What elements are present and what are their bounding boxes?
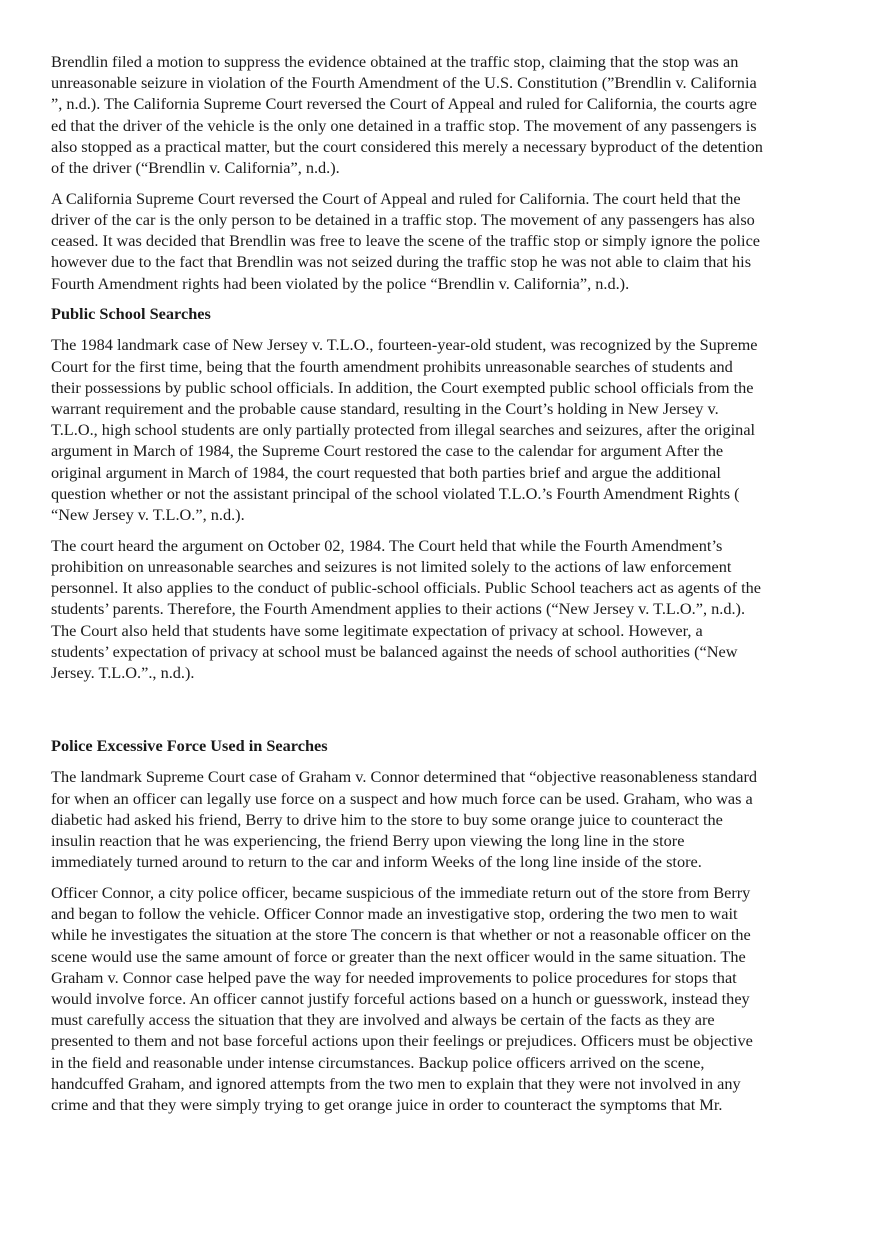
paragraph-tlo-case: The 1984 landmark case of New Jersey v. T.L.O., fourteen-year-old student, was recognized by the Supreme Court for the first time, being that the fourth amendment prohibits unreasonable searches of students and their possessions by public school officials. In addition, the Court exempted public school officials from the warrant requirement and the probable cause standard, resulting in the Court’s holding in New Jersey v. T.L.O., high school students are only partially protected from illegal searches and seizures, after the original argument in March of 1984, the Supreme Court restored the case to the calendar for argument After the original argument in March of 1984, the court requested that both parties brief and argue the additional question whether or not the assistant principal of the school violated T.L.O.’s Fourth Amendment Rights ( “New Jersey v. T.L.O.”, n.d.). — [51, 335, 758, 525]
paragraph-graham-case: The landmark Supreme Court case of Graham v. Connor determined that “objective reasonableness standard for when an officer can legally use force on a suspect and how much force can be used. Graham, who was a diabetic had asked his friend, Berry to drive him to the store to buy some orange juice to counteract the insulin reaction that he was experiencing, the friend Berry upon viewing the long line in the store immediately turned around to return to the car and inform Weeks of the long line inside of the store. — [51, 767, 758, 872]
paragraph-brendlin-motion: Brendlin filed a motion to suppress the evidence obtained at the traffic stop, claiming that the stop was an unreasonable seizure in violation of the Fourth Amendment of the U.S. Constitution (”Brendlin v. California ”, n.d.). The California Supreme Court reversed the Court of Appeal and ruled for California, the courts agre ed that the driver of the vehicle is the only one detained in a traffic stop. The movement of any passengers is also stopped as a practical matter, but the court considered this merely a necessary byproduct of the detention of the driver (“Brendlin v. California”, n.d.). — [51, 52, 763, 178]
paragraph-brendlin-ruling: A California Supreme Court reversed the Court of Appeal and ruled for California. The court held that the driver of the car is the only person to be detained in a traffic stop. The movement of any passengers has also ceased. It was decided that Brendlin was free to leave the scene of the traffic stop or simply ignore the police however due to the fact that Brendlin was not seized during the traffic stop he was not able to claim that his Fourth Amendment rights had been violated by the police “Brendlin v. California”, n.d.). — [51, 188, 761, 293]
heading-public-school-searches: Public School Searches — [51, 304, 211, 324]
document-page — [51, 51, 831, 1125]
paragraph-officer-connor: Officer Connor, a city police officer, became suspicious of the immediate return out of the store from Berry and began to follow the vehicle. Officer Connor made an investigative stop, ordering the two men to wait while he investigates the situation at the store The concern is that whether or not a reasonable officer on the scene would use the same amount of force or greater than the next officer would in the same situation. The Graham v. Connor case helped pave the way for needed improvements to police procedures for stops that would involve force. An officer cannot justify forceful actions based on a hunch or guesswork, instead they must carefully access the situation that they are involved and always be certain of the facts as they are presented to them and not base forceful actions upon their feelings or prejudices. Officers must be objective in the field and reasonable under intense circumstances. Backup police officers arrived on the scene, handcuffed Graham, and ignored attempts from the two men to explain that they were not involved in any crime and that they were simply trying to get orange juice in order to counteract the symptoms that Mr. — [51, 882, 753, 1114]
heading-police-excessive-force: Police Excessive Force Used in Searches — [51, 736, 328, 756]
paragraph-tlo-holding: The court heard the argument on October 02, 1984. The Court held that while the Fourth Amendment’s prohibition on unreasonable searches and seizures is not limited solely to the actions of law enforcement personnel. It also applies to the conduct of public-school officials. Public School teachers act as agents of the students’ parents. Therefore, the Fourth Amendment applies to their actions (“New Jersey v. T.L.O.”, n.d.). The Court also held that students have some legitimate expectation of privacy at school. However, a students’ expectation of privacy at school must be balanced against the needs of school authorities (“New Jersey. T.L.O.”., n.d.). — [51, 535, 761, 682]
